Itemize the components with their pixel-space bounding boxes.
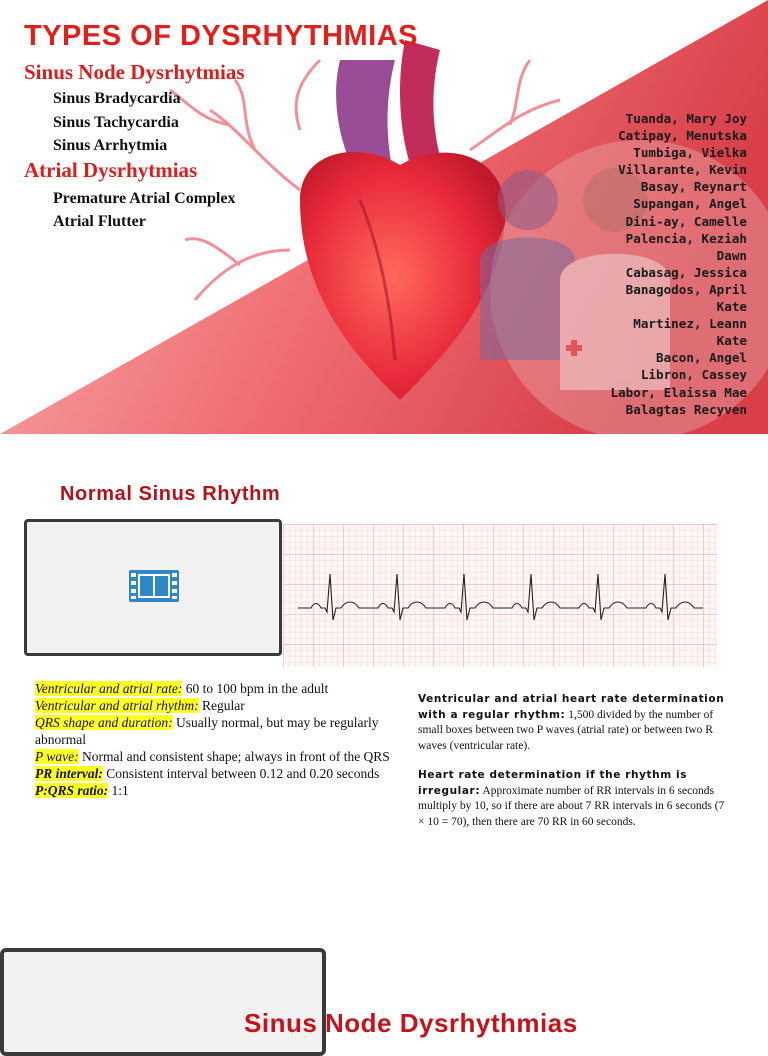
pwave-row <box>35 748 390 765</box>
author-line: Banagodos, April <box>625 281 747 297</box>
regular-rate-text: 1,500 divided by the number of small boxes between two P waves (atrial rate) or between two R waves (ventricular rate). <box>418 708 714 752</box>
pwave-value: Normal and consistent shape; always in front of the QRS <box>82 749 390 764</box>
author-line: Libron, Cassey <box>640 367 747 383</box>
video-placeholder-2[interactable] <box>0 948 326 1056</box>
author-line: Kate <box>716 333 747 349</box>
author-line: Dawn <box>716 247 747 263</box>
regular-rate-lead: Ventricular and atrial heart rate determination with a regular rhythm: <box>418 693 725 721</box>
author-list <box>547 110 747 418</box>
topic-sinus-arrhytmia: Sinus Arrhytmia <box>53 137 168 154</box>
author-line: Basay, Reynart <box>640 179 747 195</box>
title-slide <box>0 0 768 434</box>
ratio-label: P:QRS ratio: <box>35 783 109 798</box>
topic-sinus-tachycardia: Sinus Tachycardia <box>53 114 179 131</box>
sinus-node-dysrhythmias-title: Sinus Node Dysrhythmias <box>244 1008 578 1038</box>
qrs-label: QRS shape and duration: <box>35 715 173 730</box>
ratio-row <box>35 782 390 799</box>
author-line: Bacon, Angel <box>656 350 747 366</box>
regular-rate-note <box>418 692 728 754</box>
ratio-value: 1:1 <box>111 783 129 798</box>
slide-title: TYPES OF DYSRHYTHMIAS <box>24 20 418 52</box>
author-line: Tuanda, Mary Joy <box>625 111 747 126</box>
author-line: Martinez, Leann <box>633 316 747 332</box>
irregular-rate-text: Approximate number of RR intervals in 6 seconds multiply by 10, so if there are about 7 RR intervals in 6 seconds (7 × 10 = 70), then there are 70 RR in 60 seconds. <box>418 784 725 828</box>
normal-sinus-rhythm-title: Normal Sinus Rhythm <box>60 483 281 505</box>
author-line: Kate <box>716 299 747 315</box>
author-line: Tumbiga, Vielka <box>633 145 747 161</box>
pr-label: PR interval: <box>35 766 103 781</box>
author-line: Villarante, Kevin <box>618 162 747 178</box>
ecg-strip <box>283 524 717 667</box>
heart-rate-notes <box>418 692 728 844</box>
author-line: Balagtas Recyven <box>625 401 747 417</box>
author-line: Palencia, Keziah <box>625 230 747 246</box>
author-line: Labor, Elaissa Mae <box>610 384 747 400</box>
pwave-label: P wave: <box>35 749 79 764</box>
section-heading-sinus: Sinus Node Dysrhytmias <box>24 60 245 84</box>
qrs-row <box>35 714 390 748</box>
pr-value: Consistent interval between 0.12 and 0.20 seconds <box>106 766 380 781</box>
author-line: Catipay, Menutska <box>618 128 747 144</box>
nsr-criteria <box>35 680 390 799</box>
irregular-rate-lead: Heart rate determination if the rhythm is irregular: <box>418 769 688 797</box>
topic-atrial-flutter: Atrial Flutter <box>53 213 146 230</box>
rate-row <box>35 680 390 697</box>
section-heading-atrial: Atrial Dysrhytmias <box>24 158 198 182</box>
pr-row <box>35 765 390 782</box>
rhythm-value: Regular <box>202 698 245 713</box>
author-line: Cabasag, Jessica <box>625 264 747 280</box>
author-line: Supangan, Angel <box>633 196 747 212</box>
film-icon <box>128 569 180 603</box>
irregular-rate-note <box>418 768 728 830</box>
rhythm-label: Ventricular and atrial rhythm: <box>35 698 199 713</box>
topic-premature-atrial-complex: Premature Atrial Complex <box>53 190 236 207</box>
video-placeholder[interactable] <box>24 519 282 656</box>
rate-value: 60 to 100 bpm in the adult <box>185 681 329 696</box>
rate-label: Ventricular and atrial rate: <box>35 681 183 696</box>
qrs-value: Usually normal, but may be regularly abnormal <box>35 715 379 747</box>
author-line: Dini-ay, Camelle <box>625 213 747 229</box>
rhythm-row <box>35 697 390 714</box>
topic-sinus-bradycardia: Sinus Bradycardia <box>53 90 181 107</box>
